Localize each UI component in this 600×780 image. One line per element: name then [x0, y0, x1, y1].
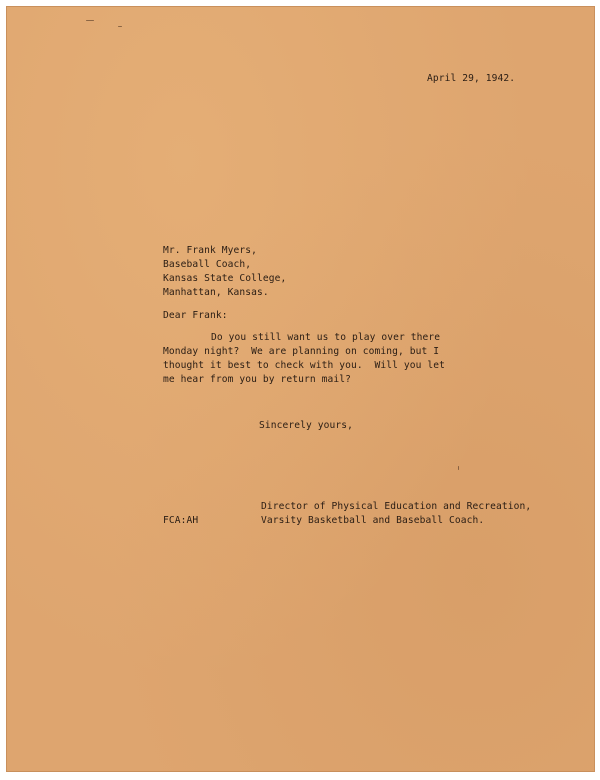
paper-speck [118, 26, 122, 27]
paper-speck [86, 20, 94, 21]
body-line: Monday night? We are planning on coming, but I [163, 346, 440, 357]
salutation: Dear Frank: [163, 310, 228, 321]
recipient-name: Mr. Frank Myers, [163, 245, 258, 256]
signature-title-line: Varsity Basketball and Baseball Coach. [261, 515, 485, 526]
signature-title-line: Director of Physical Education and Recreation, [261, 501, 532, 512]
paper-speck [458, 466, 459, 470]
letter-date: April 29, 1942. [427, 73, 516, 84]
reference-initials: FCA:AH [163, 515, 199, 526]
recipient-title: Baseball Coach, [163, 259, 252, 270]
recipient-institution: Kansas State College, [163, 273, 287, 284]
letter-page [6, 6, 595, 772]
complimentary-closing: Sincerely yours, [259, 420, 354, 431]
body-line: me hear from you by return mail? [163, 374, 352, 385]
recipient-city: Manhattan, Kansas. [163, 287, 269, 298]
body-line: thought it best to check with you. Will you let [163, 360, 446, 371]
body-line: Do you still want us to play over there [211, 332, 441, 343]
